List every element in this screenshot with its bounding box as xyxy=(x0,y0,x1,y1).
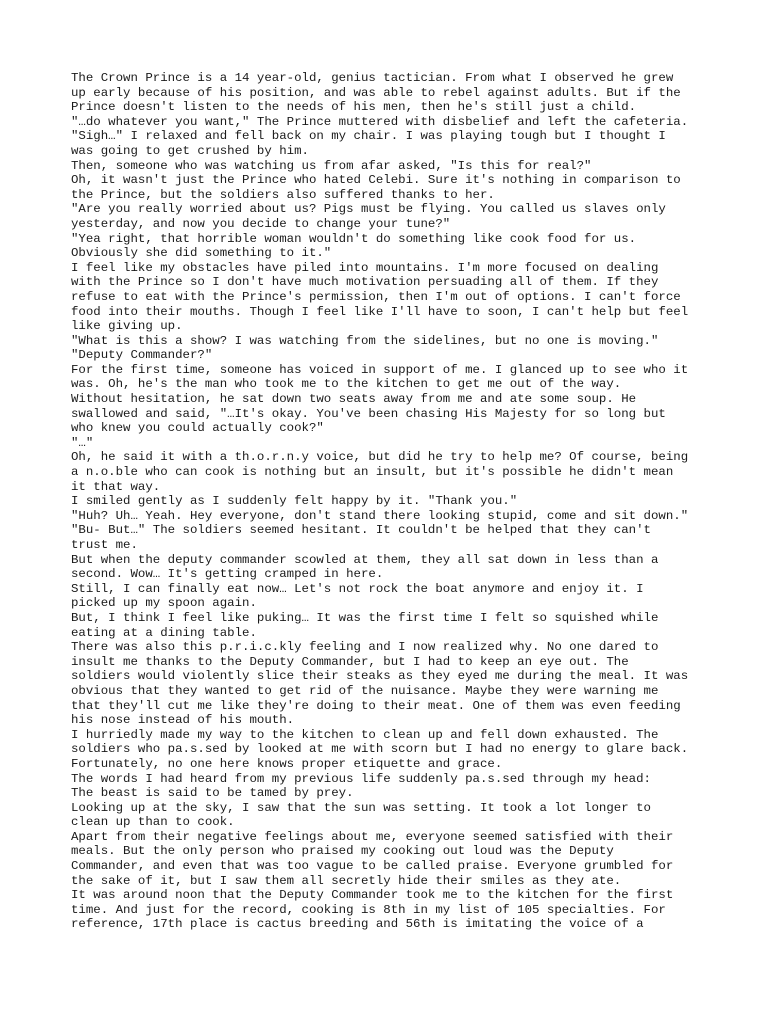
text-line: a n.o.ble who can cook is nothing but an insult, but it's possible he didn't mean xyxy=(71,465,674,480)
text-line: it that way. xyxy=(71,479,161,494)
text-line: soldiers would violently slice their steaks as they eyed me during the meal. It was xyxy=(71,669,689,684)
text-line: "What is this a show? I was watching from the sidelines, but no one is moving." xyxy=(71,333,659,348)
text-line: The beast is said to be tamed by prey. xyxy=(71,786,354,801)
text-line: insult me thanks to the Deputy Commander, but I had to keep an eye out. The xyxy=(71,654,629,669)
text-line: soldiers who pa.s.sed by looked at me with scorn but I had no energy to glare back. xyxy=(71,742,689,757)
text-line: I smiled gently as I suddenly felt happy by it. "Thank you." xyxy=(71,494,518,509)
text-line: "Bu- But…" The soldiers seemed hesitant. It couldn't be helped that they can't xyxy=(71,523,651,538)
text-line: The Crown Prince is a 14 year-old, genius tactician. From what I observed he grew xyxy=(71,71,674,85)
text-line: up early because of his position, and was able to rebel against adults. But if the xyxy=(71,85,681,100)
text-line: There was also this p.r.i.c.kly feeling and I now realized why. No one dared to xyxy=(71,640,659,655)
text-line: food into their mouths. Though I feel like I'll have to soon, I can't help but feel xyxy=(71,304,689,319)
text-line: "Deputy Commander?" xyxy=(71,348,213,363)
text-line: Obviously she did something to it." xyxy=(71,246,332,261)
text-line: Looking up at the sky, I saw that the sun was setting. It took a lot longer to xyxy=(71,800,651,815)
text-line: with the Prince so I don't have much motivation persuading all of them. If they xyxy=(71,275,659,290)
document-page xyxy=(71,71,711,932)
text-line: like giving up. xyxy=(71,319,183,334)
text-line: "…do whatever you want," The Prince muttered with disbelief and left the cafeteria. xyxy=(71,114,689,129)
text-line: the sake of it, but I saw them all secretly hide their smiles as they ate. xyxy=(71,873,622,888)
text-line: Still, I can finally eat now… Let's not rock the boat anymore and enjoy it. I xyxy=(71,581,644,596)
text-line: Prince doesn't listen to the needs of his men, then he's still just a child. xyxy=(71,100,637,115)
text-line: the Prince, but the soldiers also suffered thanks to her. xyxy=(71,187,495,202)
text-line: For the first time, someone has voiced in support of me. I glanced up to see who it xyxy=(71,362,689,377)
text-line: swallowed and said, "…It's okay. You've been chasing His Majesty for so long but xyxy=(71,406,666,421)
text-line: I feel like my obstacles have piled into mountains. I'm more focused on dealing xyxy=(71,260,659,275)
text-line: But when the deputy commander scowled at them, they all sat down in less than a xyxy=(71,552,659,567)
text-line: refuse to eat with the Prince's permission, then I'm out of options. I can't force xyxy=(71,289,681,304)
text-line: "Yea right, that horrible woman wouldn't do something like cook food for us. xyxy=(71,231,637,246)
text-line: eating at a dining table. xyxy=(71,625,257,640)
text-line: It was around noon that the Deputy Commander took me to the kitchen for the first xyxy=(71,888,674,903)
text-line: meals. But the only person who praised my cooking out loud was the Deputy xyxy=(71,844,614,859)
text-line: Fortunately, no one here knows proper etiquette and grace. xyxy=(71,756,503,771)
text-line: yesterday, and now you decide to change your tune?" xyxy=(71,216,451,231)
text-line: Without hesitation, he sat down two seats away from me and ate some soup. He xyxy=(71,392,637,407)
text-line: obvious that they wanted to get rid of the nuisance. Maybe they were warning me xyxy=(71,683,659,698)
text-line: second. Wow… It's getting cramped in here. xyxy=(71,567,384,582)
text-line: trust me. xyxy=(71,538,138,552)
text-line: Then, someone who was watching us from afar asked, "Is this for real?" xyxy=(71,158,592,173)
text-line: clean up than to cook. xyxy=(71,815,235,830)
text-line: time. And just for the record, cooking is 8th in my list of 105 specialties. For xyxy=(71,902,666,917)
text-line: "Huh? Uh… Yeah. Hey everyone, don't stand there looking stupid, come and sit down." xyxy=(71,508,689,523)
text-line: was. Oh, he's the man who took me to the kitchen to get me out of the way. xyxy=(71,377,622,392)
text-line: "…" xyxy=(71,435,94,450)
text-line: I hurriedly made my way to the kitchen to clean up and fell down exhausted. The xyxy=(71,727,659,742)
text-line: who knew you could actually cook?" xyxy=(71,421,324,436)
text-line: Apart from their negative feelings about me, everyone seemed satisfied with their xyxy=(71,829,674,844)
text-line: Oh, it wasn't just the Prince who hated Celebi. Sure it's nothing in comparison to xyxy=(71,173,681,188)
text-line: reference, 17th place is cactus breeding and 56th is imitating the voice of a xyxy=(71,917,644,932)
text-line: was going to get crushed by him. xyxy=(71,143,309,158)
text-line: Commander, and even that was too vague to be called praise. Everyone grumbled for xyxy=(71,859,674,874)
text-line: Oh, he said it with a th.o.r.n.y voice, but did he try to help me? Of course, being xyxy=(71,450,689,465)
text-line: "Are you really worried about us? Pigs must be flying. You called us slaves only xyxy=(71,202,666,217)
text-line: his nose instead of his mouth. xyxy=(71,713,295,728)
text-line: picked up my spoon again. xyxy=(71,596,257,611)
text-line: The words I had heard from my previous life suddenly pa.s.sed through my head: xyxy=(71,771,651,786)
text-line: But, I think I feel like puking… It was the first time I felt so squished while xyxy=(71,610,659,625)
text-line: "Sigh…" I relaxed and fell back on my chair. I was playing tough but I thought I xyxy=(71,129,666,144)
text-line: that they'll cut me like they're doing to their meat. One of them was even feeding xyxy=(71,698,681,713)
